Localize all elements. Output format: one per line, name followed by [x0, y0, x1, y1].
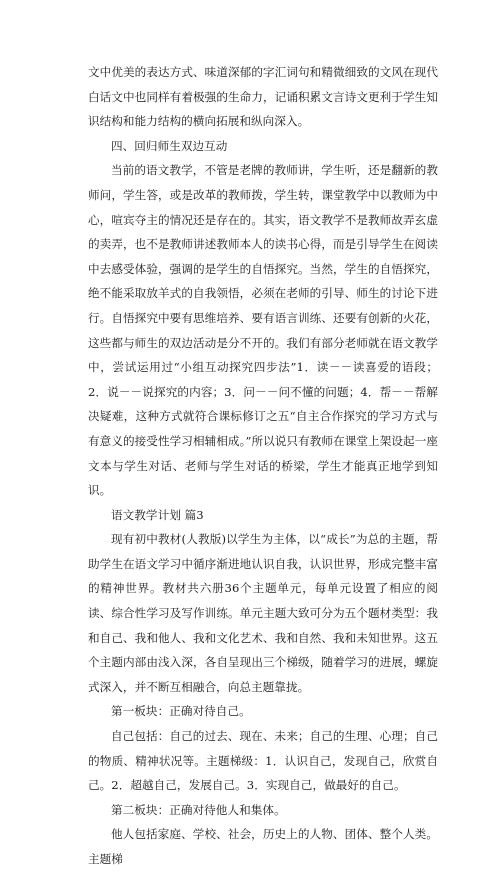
- document-body: [88, 60, 438, 872]
- paragraph-others: 他人包括家庭、学校、社会，历史上的人物、团体、整个人类。主题梯: [88, 827, 438, 866]
- paragraph-self: 自己包括：自己的过去、现在、未来；自己的生理、心理；自己的物质、精神状况等。主题梯级：1．认识自己，发现自己，欣赏自己。2．超越自己，发展自己。3．实现自己，做最好的自己。: [88, 729, 438, 793]
- paragraph-teacher-student: 当前的语文教学，不管是老牌的教师讲，学生听，还是翻新的教师问，学生答，或是改革的教师拨，学生转，课堂教学中以教师为中心，喧宾夺主的情况还是存在的。其实，语文教学不是教师故弄玄虚的卖弄，也不是教师讲述教师本人的读书心得，而是引导学生在阅读中去感受体验，强调的是学生的自悟探究。当然，学生的自悟探究，绝不能采取放羊式的自我领悟，必须在老师的引导、师生的讨论下进行。自悟探究中要有思维培养、要有语言训练、还要有创新的火花，这些都与师生的双边活动是分不开的。我们有部分老师就在语文教学中，尝试运用过“小组互动探究四步法”1．读－－读喜爱的语段；2．说－－说探究的内容；3．问－－问不懂的问题；4．帮－－帮解决疑难，这种方式就符合课标修订之五“自主合作探究的学习方式与有意义的接受性学习相辅相成。”所以说只有教师在课堂上架设起一座文本与学生对话、老师与学生对话的桥梁，学生才能真正地学到知识。: [88, 163, 438, 498]
- section-heading-block-2: 第二板块：正确对待他人和集体。: [111, 802, 286, 817]
- paragraph-classical-poetry: 文中优美的表达方式、味道深郁的字汇词句和精微细致的文风在现代白话文中也同样有着极强的生命力，记诵积累文言诗文更利于学生知识结构和能力结构的横向拓展和纵向深入。: [88, 65, 438, 129]
- section-heading-block-1: 第一板块：正确对待自己。: [111, 704, 251, 719]
- paragraph-textbook-overview: 现有初中教材(人教版)以学生为主体，以“成长”为总的主题，帮助学生在语文学习中循序渐进地认识自我，认识世界，形成完整丰富的精神世界。教材共六册36个主题单元，每单元设置了相应的阅读、综合性学习及写作训练。单元主题大致可分为五个题材类型：我和自己、我和他人、我和文化艺术、我和自然、我和未知世界。这五个主题内部由浅入深，各自呈现出三个梯级，随着学习的进展，螺旋式深入，并不断互相融合，向总主题靠拢。: [88, 532, 438, 694]
- article-title-plan-3: 语文教学计划 篇3: [111, 507, 204, 522]
- section-heading-interaction: 四、回归师生双边互动: [111, 138, 228, 153]
